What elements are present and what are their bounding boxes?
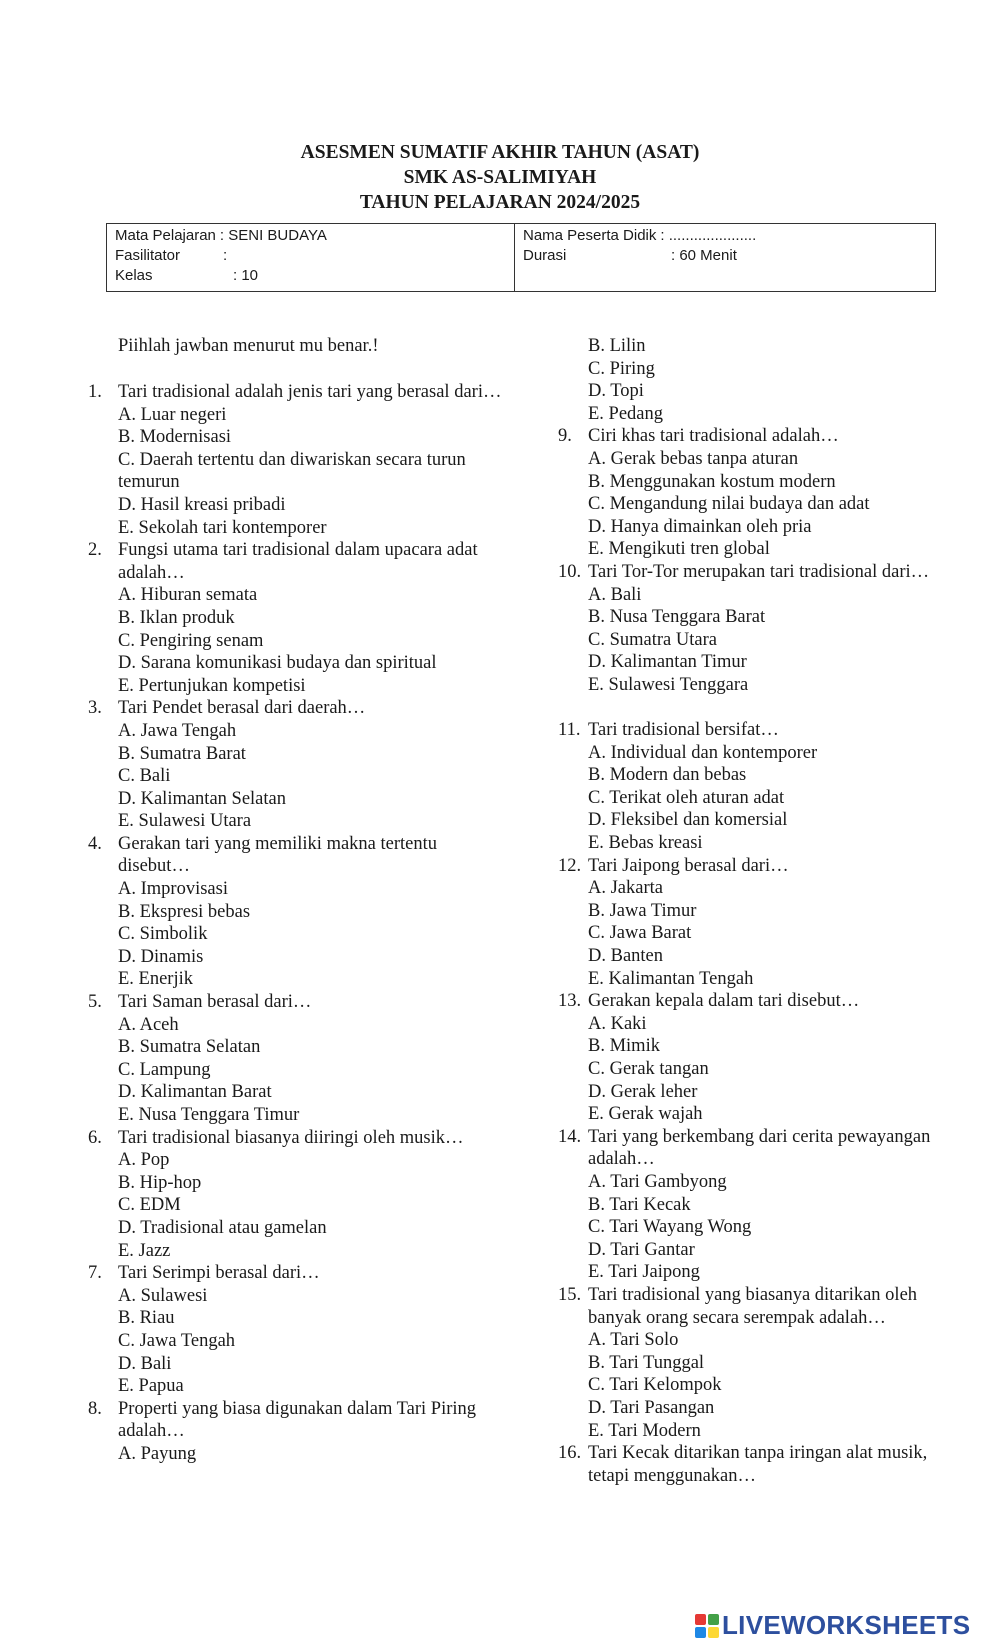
option-d[interactable]: D. Bali — [118, 1353, 172, 1374]
student-name-row — [523, 226, 927, 246]
option-a[interactable]: A. Individual dan kontemporer — [588, 742, 818, 763]
question-text: Tari tradisional yang biasanya ditarikan oleh banyak orang secara serempak adalah… — [588, 1284, 918, 1328]
questions-right-column — [558, 335, 958, 1487]
academic-year: TAHUN PELAJARAN 2024/2025 — [359, 192, 641, 213]
option-e[interactable]: E. Bebas kreasi — [588, 833, 703, 854]
option-c[interactable]: C. Jawa Tengah — [118, 1330, 236, 1351]
option-d[interactable]: D. Kalimantan Barat — [118, 1082, 272, 1103]
option-c[interactable]: C. Sumatra Utara — [588, 629, 717, 650]
option-e[interactable]: E. Sulawesi Tenggara — [588, 674, 749, 695]
option-c[interactable]: C. Daerah tertentu dan diwariskan secara turun temurun — [118, 449, 466, 493]
question-number: 15. — [558, 1284, 582, 1305]
question-12 — [558, 855, 958, 878]
option-b[interactable]: B. Ekspresi bebas — [118, 901, 251, 922]
question-number: 10. — [558, 561, 582, 582]
question-text: Tari Jaipong berasal dari… — [588, 855, 789, 876]
question-4-options — [88, 878, 508, 991]
question-14 — [558, 1126, 958, 1171]
option-a[interactable]: A. Aceh — [118, 1014, 179, 1035]
option-b[interactable]: B. Tari Tunggal — [588, 1352, 705, 1373]
question-7-options — [88, 1285, 508, 1398]
duration-row — [523, 246, 927, 266]
option-d[interactable]: D. Banten — [588, 946, 664, 967]
question-10 — [558, 561, 958, 584]
option-b[interactable]: B. Tari Kecak — [588, 1194, 691, 1215]
option-c[interactable]: C. Lampung — [118, 1059, 211, 1080]
student-name-value: : ..................... — [660, 227, 757, 244]
option-a[interactable]: A. Jawa Tengah — [118, 720, 237, 741]
spacer — [558, 697, 958, 720]
question-2 — [88, 539, 508, 584]
option-b[interactable]: B. Modern dan bebas — [588, 765, 747, 786]
question-3 — [88, 697, 508, 720]
option-e[interactable]: E. Pertunjukan kompetisi — [118, 675, 306, 696]
facilitator-label: Fasilitator — [115, 247, 181, 264]
question-number: 6. — [88, 1127, 102, 1148]
question-number: 2. — [88, 540, 102, 561]
option-c[interactable]: C. Piring — [588, 358, 655, 379]
option-c[interactable]: C. Simbolik — [118, 924, 208, 945]
question-number: 12. — [558, 855, 582, 876]
questions-left-column — [88, 381, 508, 1466]
option-a[interactable]: A. Pop — [118, 1150, 170, 1171]
question-number: 14. — [558, 1126, 582, 1147]
student-name-label: Nama Peserta Didik — [523, 227, 657, 244]
question-number: 5. — [88, 992, 102, 1013]
option-e[interactable]: E. Tari Jaipong — [588, 1262, 700, 1283]
option-a[interactable]: A. Kaki — [588, 1013, 647, 1034]
question-text: Tari tradisional bersifat… — [588, 720, 779, 741]
question-6 — [88, 1127, 508, 1150]
option-b[interactable]: B. Riau — [118, 1308, 175, 1329]
option-d[interactable]: D. Fleksibel dan komersial — [588, 810, 788, 831]
question-15 — [558, 1284, 958, 1329]
question-text: Properti yang biasa digunakan dalam Tari Piring adalah… — [118, 1398, 477, 1442]
question-number: 7. — [88, 1263, 102, 1284]
question-text: Tari tradisional biasanya diiringi oleh musik… — [118, 1127, 464, 1148]
option-e[interactable]: E. Sulawesi Utara — [118, 811, 252, 832]
option-c[interactable]: C. Tari Kelompok — [588, 1375, 722, 1396]
option-d[interactable]: D. Kalimantan Timur — [588, 652, 747, 673]
question-text: Tari yang berkembang dari cerita pewayangan adalah… — [588, 1126, 931, 1170]
question-13 — [558, 990, 958, 1013]
class-row — [115, 266, 506, 286]
option-e[interactable]: E. Enerjik — [118, 969, 194, 990]
question-13-options — [558, 1013, 958, 1126]
question-1-options — [88, 404, 508, 540]
option-b[interactable]: B. Iklan produk — [118, 607, 235, 628]
option-a[interactable]: A. Tari Gambyong — [588, 1171, 727, 1192]
option-a[interactable]: A. Sulawesi — [118, 1285, 208, 1306]
question-text: Gerakan tari yang memiliki makna tertentu disebut… — [118, 833, 438, 877]
question-text: Gerakan kepala dalam tari disebut… — [588, 991, 860, 1012]
option-e[interactable]: E. Pedang — [588, 403, 664, 424]
logo-square-yellow — [708, 1627, 719, 1638]
option-c[interactable]: C. Tari Wayang Wong — [588, 1217, 752, 1238]
question-14-options — [558, 1171, 958, 1284]
option-b[interactable]: B. Lilin — [588, 336, 646, 356]
option-a[interactable]: A. Gerak bebas tanpa aturan — [588, 448, 799, 469]
option-d[interactable]: D. Hanya dimainkan oleh pria — [588, 516, 812, 537]
option-b[interactable]: B. Jawa Timur — [588, 900, 697, 921]
option-a[interactable]: A. Improvisasi — [118, 879, 228, 900]
option-d[interactable]: D. Tradisional atau gamelan — [118, 1217, 327, 1238]
option-a[interactable]: A. Jakarta — [588, 878, 663, 899]
question-6-options — [88, 1149, 508, 1262]
question-number: 8. — [88, 1398, 102, 1419]
question-text: Fungsi utama tari tradisional dalam upacara adat adalah… — [118, 540, 478, 583]
question-text: Tari Serimpi berasal dari… — [118, 1263, 320, 1284]
liveworksheets-wordmark: LIVEWORKSHEETS — [722, 1610, 971, 1640]
question-9 — [558, 425, 958, 448]
question-text: Tari tradisional adalah jenis tari yang berasal dari… — [118, 382, 502, 402]
liveworksheets-logo — [695, 1610, 970, 1641]
info-right-column — [515, 224, 935, 291]
subject-row — [115, 226, 506, 246]
option-d[interactable]: D. Dinamis — [118, 946, 204, 967]
question-text: Tari Saman berasal dari… — [118, 992, 312, 1013]
question-number: 13. — [558, 991, 582, 1012]
logo-square-red — [695, 1614, 706, 1625]
question-12-options — [558, 877, 958, 990]
option-a[interactable]: A. Luar negeri — [118, 404, 227, 425]
question-7 — [88, 1262, 508, 1285]
option-b[interactable]: B. Sumatra Selatan — [118, 1037, 261, 1058]
option-d[interactable]: D. Hasil kreasi pribadi — [118, 494, 286, 515]
question-8-options-part1 — [88, 1443, 508, 1466]
option-e[interactable]: E. Jazz — [118, 1240, 171, 1261]
question-11-options — [558, 742, 958, 855]
facilitator-value: : — [223, 247, 228, 264]
liveworksheets-logo-icon — [695, 1614, 719, 1638]
school-name: SMK AS-SALIMIYAH — [403, 167, 597, 188]
question-9-options — [558, 448, 958, 561]
question-5 — [88, 991, 508, 1014]
option-b[interactable]: B. Sumatra Barat — [118, 743, 246, 764]
option-e[interactable]: E. Papua — [118, 1376, 184, 1397]
option-c[interactable]: C. Jawa Barat — [588, 923, 692, 944]
class-label: Kelas — [115, 267, 153, 284]
option-b[interactable]: B. Menggunakan kostum modern — [588, 471, 836, 492]
question-16 — [558, 1442, 958, 1487]
question-8-options-part2 — [558, 335, 958, 425]
option-d[interactable]: D. Tari Pasangan — [588, 1397, 715, 1418]
question-text: Tari Pendet berasal dari daerah… — [118, 698, 366, 719]
duration-label: Durasi — [523, 247, 567, 264]
option-e[interactable]: E. Sekolah tari kontemporer — [118, 517, 327, 538]
option-c[interactable]: C. Bali — [118, 766, 171, 787]
option-e[interactable]: E. Tari Modern — [588, 1420, 701, 1441]
question-number: 3. — [88, 698, 102, 719]
option-d[interactable]: D. Sarana komunikasi budaya dan spiritual — [118, 653, 437, 674]
option-a[interactable]: A. Payung — [118, 1443, 197, 1464]
duration-value: : 60 Menit — [671, 247, 737, 264]
option-a[interactable]: A. Hiburan semata — [118, 585, 258, 606]
exam-info-table — [106, 223, 936, 292]
question-number: 16. — [558, 1443, 582, 1464]
subject-value: : SENI BUDAYA — [219, 227, 327, 244]
question-5-options — [88, 1014, 508, 1127]
question-2-options — [88, 584, 508, 697]
question-4 — [88, 833, 508, 878]
option-e[interactable]: E. Kalimantan Tengah — [588, 968, 754, 989]
question-text: Ciri khas tari tradisional adalah… — [588, 426, 839, 447]
option-b[interactable]: B. Modernisasi — [118, 427, 232, 448]
question-number: 11. — [558, 720, 581, 741]
instruction-text: Piihlah jawban menurut mu benar.! — [118, 336, 379, 356]
option-d[interactable]: D. Kalimantan Selatan — [118, 788, 286, 809]
question-1 — [88, 381, 508, 404]
option-c[interactable]: C. Pengiring senam — [118, 630, 264, 651]
question-3-options — [88, 720, 508, 833]
option-a[interactable]: A. Bali — [588, 584, 642, 605]
option-c[interactable]: C. EDM — [118, 1195, 181, 1216]
logo-square-green — [708, 1614, 719, 1625]
question-11 — [558, 719, 958, 742]
option-b[interactable]: B. Mimik — [588, 1036, 660, 1057]
question-8 — [88, 1398, 508, 1443]
exam-header — [0, 140, 1000, 215]
class-value: : 10 — [233, 267, 259, 284]
option-e[interactable]: E. Mengikuti tren global — [588, 539, 770, 560]
option-d[interactable]: D. Tari Gantar — [588, 1239, 695, 1260]
exam-title: ASESMEN SUMATIF AKHIR TAHUN (ASAT) — [300, 142, 700, 163]
question-number: 1. — [88, 382, 102, 402]
subject-label: Mata Pelajaran — [115, 227, 216, 244]
question-10-options — [558, 584, 958, 697]
info-left-column — [107, 224, 515, 291]
option-d[interactable]: D. Gerak leher — [588, 1081, 698, 1102]
question-text: Tari Kecak ditarikan tanpa iringan alat musik, tetapi menggunakan… — [588, 1443, 928, 1486]
question-15-options — [558, 1329, 958, 1442]
question-text: Tari Tor-Tor merupakan tari tradisional dari… — [588, 561, 930, 582]
option-a[interactable]: A. Tari Solo — [588, 1330, 679, 1351]
question-number: 4. — [88, 833, 102, 854]
option-c[interactable]: C. Gerak tangan — [588, 1059, 709, 1079]
option-b[interactable]: B. Hip-hop — [118, 1172, 202, 1193]
logo-square-blue — [695, 1627, 706, 1638]
option-e[interactable]: E. Gerak wajah — [588, 1104, 703, 1125]
facilitator-row — [115, 246, 506, 266]
option-d[interactable]: D. Topi — [588, 381, 644, 402]
option-c[interactable]: C. Mengandung nilai budaya dan adat — [588, 494, 870, 515]
question-number: 9. — [558, 426, 572, 447]
option-e[interactable]: E. Nusa Tenggara Timur — [118, 1105, 300, 1125]
option-b[interactable]: B. Nusa Tenggara Barat — [588, 607, 766, 628]
option-c[interactable]: C. Terikat oleh aturan adat — [588, 787, 785, 808]
